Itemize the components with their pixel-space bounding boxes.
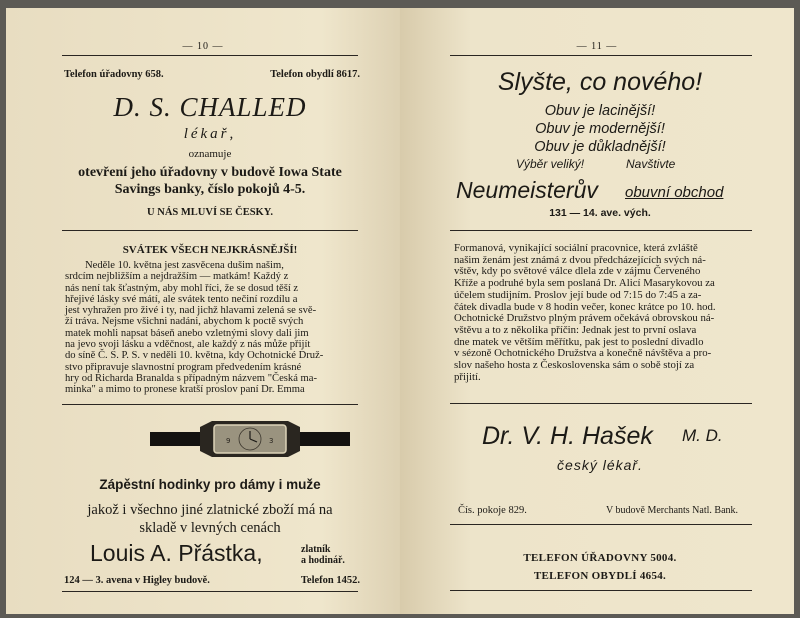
watch-line-2: skladě v levných cenách: [139, 520, 281, 536]
jeweler-phone: Telefon 1452.: [300, 575, 360, 586]
czech-spoken-note: U NÁS MLUVÍ SE ČESKY.: [147, 207, 273, 218]
store-address: 131 — 14. ave. vých.: [549, 207, 651, 219]
home-phone: Telefon obydlí 8617.: [270, 69, 360, 80]
article-line: minka" a mimo to pronese kratší proslov paní Dr. Emma: [65, 384, 305, 396]
office-line-2: Savings banky, číslo pokojů 4-5.: [114, 182, 306, 197]
article-line: na jevo svoji lásku a vděčnost, ale každý z nás může přijít: [65, 339, 311, 351]
doctor-name: Dr. V. H. Hašek: [482, 422, 653, 450]
article-line: dne matek ve větším měřítku, pak jest to poslední divadlo: [454, 335, 704, 348]
section-rule: [450, 230, 752, 231]
article-line: vštěv, kdy po světové válce dlela zde v zájmu Červeného: [454, 265, 701, 278]
svg-text:9: 9: [226, 437, 231, 445]
office-line-1: otevření jeho úřadovny v budově Iowa State: [78, 165, 342, 180]
article-line: nás není tak šťastným, aby mohl říci, že se dosud těší z: [65, 282, 299, 294]
article-line: čátek divadla bude v 8 hodin večer, konec krátce po 10. hod.: [454, 300, 716, 313]
article-line: slov našeho hosta z Československa sám o sobě stojí za: [454, 359, 695, 372]
room-number: Čís. pokoje 829.: [458, 505, 527, 516]
article-text: [65, 260, 364, 396]
article-line: Ochotnické Družstvo plným právem očekává obrovskou ná-: [454, 312, 715, 325]
page-number: — 10 —: [182, 41, 224, 52]
shoe-headline: Slyšte, co nového!: [497, 68, 703, 96]
article-title: SVÁTEK VŠECH NEJKRÁSNĚJŠÍ!: [122, 244, 298, 256]
jeweler-role: [301, 544, 345, 566]
watch-line-1: jakož i všechno jiné zlatnické zboží má na: [87, 502, 333, 518]
article-line: hřejivé lásky své mátí, ale svátek tento nečiní rozdílu a: [65, 293, 298, 305]
article-line: jest vyhražen pro živé i ty, nad jichž hlavami zelená se svě-: [65, 305, 317, 317]
store-type: obuvní obchod: [625, 184, 724, 201]
article-line: vštěvu a to z několika příčin: Jednak jest to první oslava: [454, 323, 697, 336]
header-rule: [62, 55, 358, 56]
announces: oznamuje: [188, 148, 232, 160]
doctor-name: D. S. CHALLED: [113, 92, 307, 122]
jeweler-name: Louis A. Přástka,: [90, 540, 263, 566]
doctor-title: český lékař.: [557, 457, 643, 473]
home-phone: TELEFON OBYDLÍ 4654.: [533, 570, 667, 582]
visit-label: Navštivte: [626, 157, 676, 171]
section-rule: [450, 524, 752, 525]
jeweler-role-line: a hodinář.: [301, 555, 345, 566]
choice-big: Výběr veliký!: [516, 157, 585, 171]
jeweler-role-line: zlatník: [301, 544, 331, 555]
building: V budově Merchants Natl. Bank.: [606, 505, 739, 516]
article-text: [454, 243, 755, 383]
office-phone: Telefon úřadovny 658.: [64, 69, 164, 80]
section-rule: [62, 230, 358, 231]
svg-text:3: 3: [269, 437, 274, 445]
jeweler-address: 124 — 3. avena v Higley budově.: [64, 575, 210, 586]
left-page: [6, 8, 400, 614]
header-rule: [450, 55, 752, 56]
article-line: do síně Č. S. P. S. v neděli 10. května, kdy Ochotnické Druž-: [65, 350, 324, 362]
article-line: účelem studijním. Proslov její bude od 7:15 do 7:45 a za-: [454, 288, 702, 301]
page-number: — 11 —: [576, 41, 618, 52]
doctor-title: lékař,: [183, 126, 237, 142]
article-line: stvo připravuje slavnostní program předvedením krásné: [65, 361, 302, 373]
office-phone: TELEFON ÚŘADOVNY 5004.: [523, 552, 677, 564]
article-line: hry od Richarda Branalda s případným názvem "Česká ma-: [65, 372, 318, 384]
footer-rule: [450, 590, 752, 591]
doctor-md: M. D.: [682, 426, 723, 445]
section-rule: [62, 404, 358, 405]
store-name: Neumeisterův: [456, 177, 598, 203]
shoe-line-3: Obuv je důkladnější!: [534, 139, 666, 155]
article-line: Neděle 10. května jest zasvěcena dušim našim,: [85, 260, 284, 271]
jeweler-footer: [64, 575, 360, 586]
phone-row: [64, 69, 360, 80]
shoe-line-1: Obuv je lacinější!: [544, 103, 656, 119]
article-line: Kříže a podruhé byla sem poslaná Dr. Alicí Masarykovou za: [454, 277, 715, 290]
watch-heading: Zápěstní hodinky pro dámy i muže: [99, 477, 321, 492]
footer-rule: [62, 591, 358, 592]
section-rule: [450, 403, 752, 404]
article-line: Formanová, vynikající sociální pracovnice, která zvláště: [454, 242, 698, 254]
article-line: matek mohli napsat báseň anebo vzletnými slovy dali jim: [65, 327, 309, 339]
article-line: ží tráva. Nejsme všichni nadáni, abychom k poctě svých: [65, 316, 304, 328]
article-line: našim ženám jest známá z dvou předcházejících svých ná-: [454, 253, 706, 266]
shoe-line-2: Obuv je modernější!: [535, 121, 665, 137]
right-page: [400, 8, 794, 614]
wristwatch-icon: [150, 419, 350, 459]
article-line: v sézoně Ochotnického Družstva a konečně návštěva a pro-: [454, 347, 712, 360]
article-line: přijití.: [454, 370, 481, 383]
article-line: srdcím nejbližším a nejdražším — matkám! Každý z: [65, 271, 289, 283]
